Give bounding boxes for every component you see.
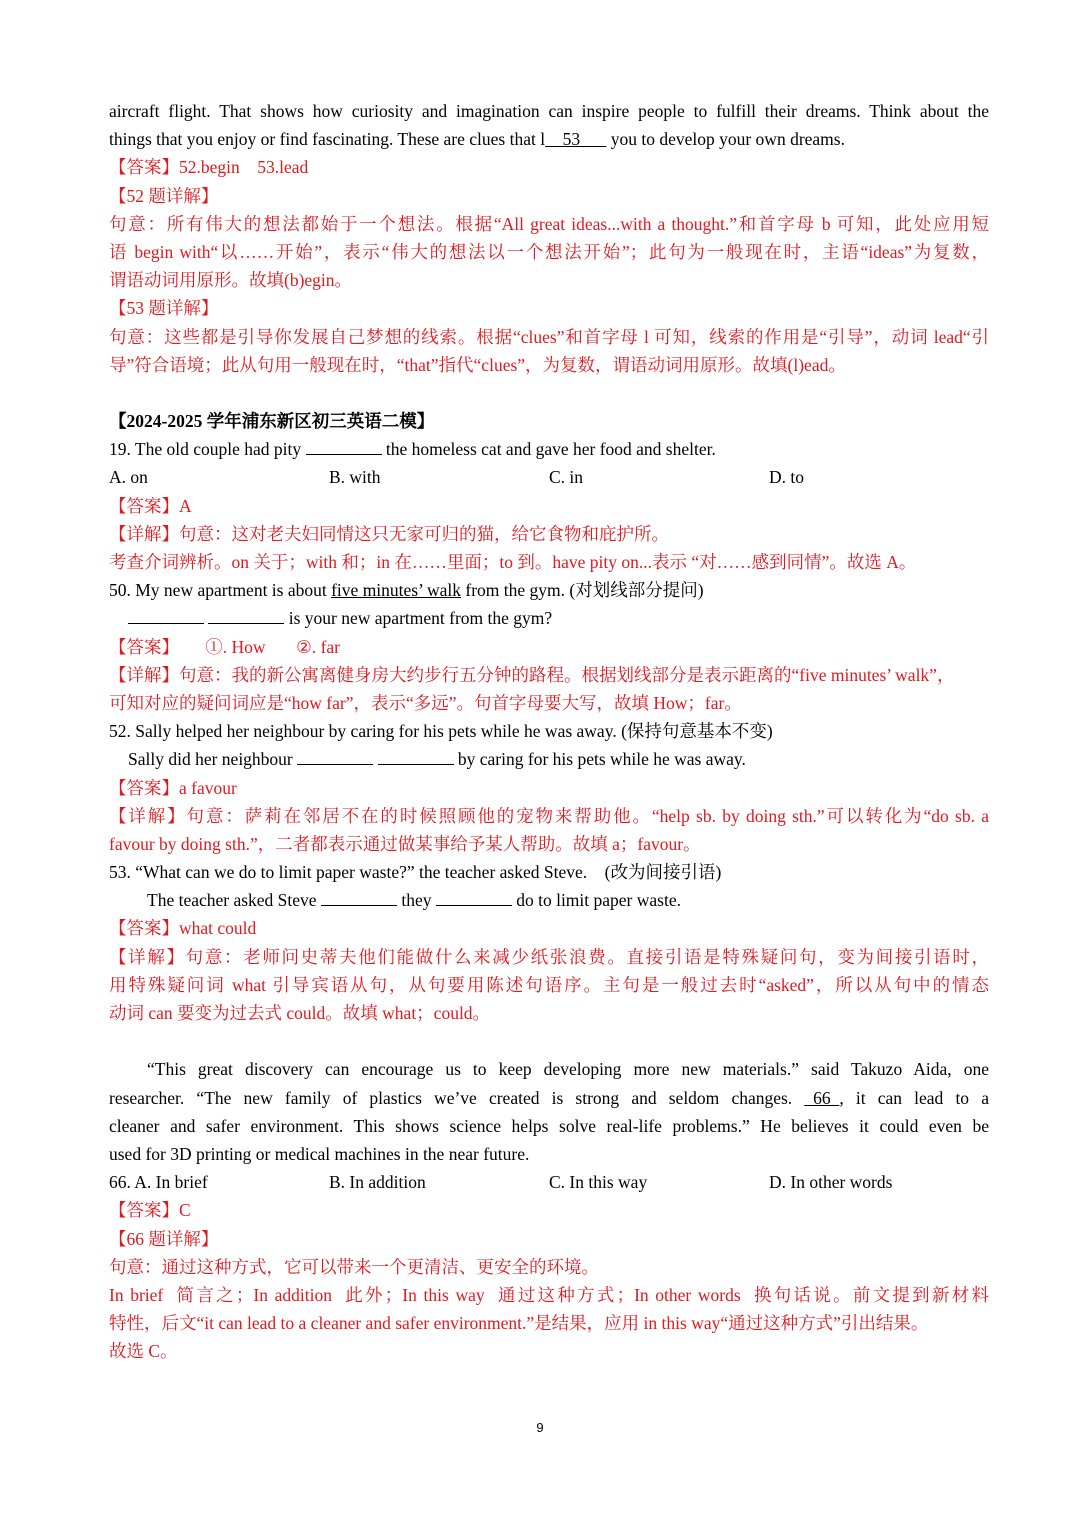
answer-blank [208,605,284,624]
document-page [109,97,989,1365]
option-c: C. In this way [549,1172,648,1193]
underlined-phrase: five minutes’ walk [331,580,462,601]
passage-text: researcher. “The new family of plastics we’ve created is strong and seldom changes. [109,1087,805,1108]
detail-line: 考查介词辨析。on 关于；with 和；in 在……里面；to 到。have pity on...表示 “对……感到同情”。故选 A。 [109,552,917,572]
detail-line: 可知对应的疑问词应是“how far”，表示“多远”。句首字母要大写，故填 How；far。 [109,692,742,713]
fill-text: The teacher asked Steve [147,890,321,911]
answer-line: 【答案】what could [109,918,257,939]
answer-line: 【答案】a favour [109,777,237,798]
blank-53 [545,129,606,149]
question-text: 50. My new apartment is about [109,580,332,601]
fill-line [109,604,989,632]
passage-line: “This great discovery can encourage us to keep developing more new materials.” said Takuzo Aida, one [147,1059,989,1080]
passage-text: , it can lead to a [839,1087,989,1108]
fill-line [109,745,989,773]
detail-line: 【详解】句意：我的新公寓离健身房大约步行五分钟的路程。根据划线部分是表示距离的“five minutes’ walk”， [109,664,955,685]
passage-line [109,125,989,153]
detail-title: 【52 题详解】 [109,185,219,206]
detail-line: 【详解】句意：老师问史蒂夫他们能做什么来减少纸张浪费。直接引语是特殊疑问句，变为间接引语时， [109,946,989,967]
passage-line: used for 3D printing or medical machines in the near future. [109,1143,530,1164]
detail-line: 【详解】句意：这对老夫妇同情这只无家可归的猫，给它食物和庇护所。 [109,523,669,544]
detail-line: 用特殊疑问词 what 引导宾语从句，从句要用陈述句语序。主句是一般过去时“asked”，所以从句中的情态 [109,974,989,995]
option-b: B. In addition [329,1172,426,1193]
option-d: D. In other words [769,1172,893,1193]
detail-title: 【66 题详解】 [109,1228,219,1249]
options-19 [109,463,989,491]
passage-text: you to develop your own dreams. [606,129,845,150]
answer-blank [321,887,397,906]
detail-line: 【详解】句意：萨莉在邻居不在的时候照顾他的宠物来帮助他。“help sb. by doing sth.”可以转化为“do sb. a [109,805,989,826]
page-number: 9 [536,1420,544,1435]
blank-number: 53 [562,129,581,150]
passage-line: cleaner and safer environment. This shows science helps solve real-life problems.” He believes it could even be [109,1115,989,1136]
fill-text: Sally did her neighbour [128,749,298,770]
answer-line: 【答案】52.begin 53.lead [109,157,309,178]
fill-text: is your new apartment from the gym? [284,608,553,629]
detail-line: 句意：通过这种方式，它可以带来一个更清洁、更安全的环境。 [109,1256,599,1277]
option-a: A. on [109,467,148,488]
spacer [109,379,989,407]
option-c: C. in [549,467,584,488]
detail-line: 谓语动词用原形。故填(b)egin。 [109,270,353,291]
answer-line: 【答案】 ①. How ②. far [109,636,341,657]
answer-blank [436,887,512,906]
answer-line: 【答案】A [109,495,192,516]
fill-text: do to limit paper waste. [511,890,681,911]
question-53: 53. “What can we do to limit paper waste?” the teacher asked Steve. (改为间接引语) [109,862,722,883]
detail-line: 特性，后文“it can lead to a cleaner and safer environment.”是结果，应用 in this way“通过这种方式”引出结果。 [109,1313,929,1334]
detail-line: 语 begin with“以……开始”，表示“伟大的想法以一个想法开始”；此句为一般现在时，主语“ideas”为复数， [109,241,989,262]
option-d: D. to [769,467,804,488]
option-a: 66. A. In brief [109,1172,208,1193]
detail-line: In brief 简言之；In addition 此外；In this way 通过这种方式；In other words 换句话说。前文提到新材料 [109,1284,989,1305]
answer-blank [297,746,373,765]
question-text: 19. The old couple had pity [109,439,306,460]
option-b: B. with [329,467,381,488]
passage-line [109,1084,989,1112]
detail-line: 导”符合语境；此从句用一般现在时，“that”指代“clues”，为复数，谓语动词用原形。故填(l)ead。 [109,354,846,375]
section-title: 【2024-2025 学年浦东新区初三英语二模】 [109,411,435,432]
answer-blank [128,605,204,624]
answer-blank [306,436,382,455]
answer-line: 【答案】C [109,1200,191,1221]
detail-title: 【53 题详解】 [109,298,219,319]
fill-line [109,886,989,914]
passage-text: things that you enjoy or find fascinating. These are clues that l [109,129,546,150]
detail-line: 故选 C。 [109,1341,178,1362]
blank-66 [804,1088,839,1108]
question-50 [109,576,989,604]
question-text: the homeless cat and gave her food and shelter. [381,439,716,460]
detail-line: 动词 can 要变为过去式 could。故填 what；could。 [109,1003,491,1023]
detail-line: 句意：这些都是引导你发展自己梦想的线索。根据“clues”和首字母 l 可知，线索的作用是“引导”，动词 lead“引 [109,326,989,347]
spacer [109,1027,989,1055]
question-52: 52. Sally helped her neighbour by caring for his pets while he was away. (保持句意基本不变) [109,721,773,742]
fill-text: they [396,890,436,911]
detail-line: 句意：所有伟大的想法都始于一个想法。根据“All great ideas...with a thought.”和首字母 b 可知，此处应用短 [109,213,989,234]
answer-blank [378,746,454,765]
blank-number: 66 [813,1087,831,1108]
question-text: from the gym. (对划线部分提问) [461,580,704,601]
question-19 [109,435,989,463]
passage-line: aircraft flight. That shows how curiosity and imagination can inspire people to fulfill their dreams. Think about the [109,101,989,121]
detail-line: favour by doing sth.”，二者都表示通过做某事给予某人帮助。故填 a；favour。 [109,833,701,854]
fill-text: by caring for his pets while he was away. [453,749,746,770]
options-66 [109,1168,989,1196]
